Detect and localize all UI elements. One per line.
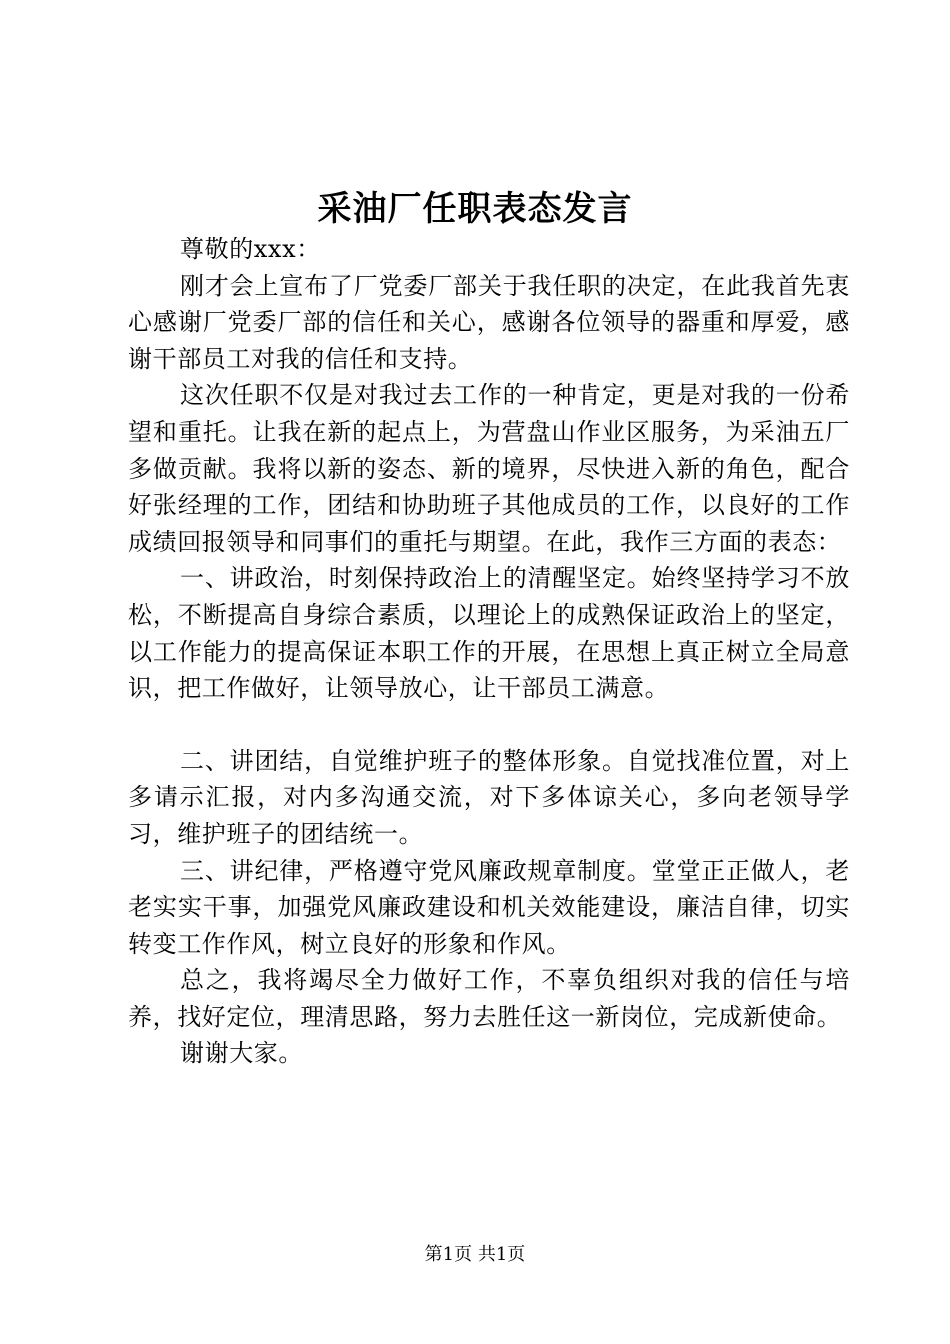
paragraph-thanks: 谢谢大家。 <box>180 1039 303 1068</box>
paragraph-intro: 刚才会上宣布了厂党委厂部关于我任职的决定，在此我首先衷心感谢厂党委厂部的信任和关心，感谢各位领导的器重和厚爱，感谢干部员工对我的信任和支持。 <box>128 271 850 373</box>
salutation: 尊敬的xxx： <box>180 235 321 263</box>
document-title: 采油厂任职表态发言 <box>317 189 633 229</box>
paragraph-discipline: 三、讲纪律，严格遵守党风廉政规章制度。堂堂正正做人，老老实实干事，加强党风廉政建设和机关效能建设，廉洁自律，切实转变工作作风，树立良好的形象和作风。 <box>128 856 850 958</box>
paragraph-commitment: 这次任职不仅是对我过去工作的一种肯定，更是对我的一份希望和重托。让我在新的起点上，为营盘山作业区服务，为采油五厂多做贡献。我将以新的姿态、新的境界，尽快进入新的角色，配合好张经理的工作，团结和协助班子其他成员的工作，以良好的工作成绩回报领导和同事们的重托与期望。在此，我作三方面的表态： <box>128 381 850 556</box>
paragraph-conclusion: 总之，我将竭尽全力做好工作，不辜负组织对我的信任与培养，找好定位，理清思路，努力去胜任这一新岗位，完成新使命。 <box>128 966 850 1031</box>
paragraph-politics: 一、讲政治，时刻保持政治上的清醒坚定。始终坚持学习不放松，不断提高自身综合素质，以理论上的成熟保证政治上的坚定，以工作能力的提高保证本职工作的开展，在思想上真正树立全局意识，把工作做好，让领导放心，让干部员工满意。 <box>128 564 850 703</box>
paragraph-unity: 二、讲团结，自觉维护班子的整体形象。自觉找准位置，对上多请示汇报，对内多沟通交流，对下多体谅关心，多向老领导学习，维护班子的团结统一。 <box>128 746 850 848</box>
document-body <box>128 231 850 1072</box>
page-footer: 第1页 共1页 <box>424 1244 526 1265</box>
